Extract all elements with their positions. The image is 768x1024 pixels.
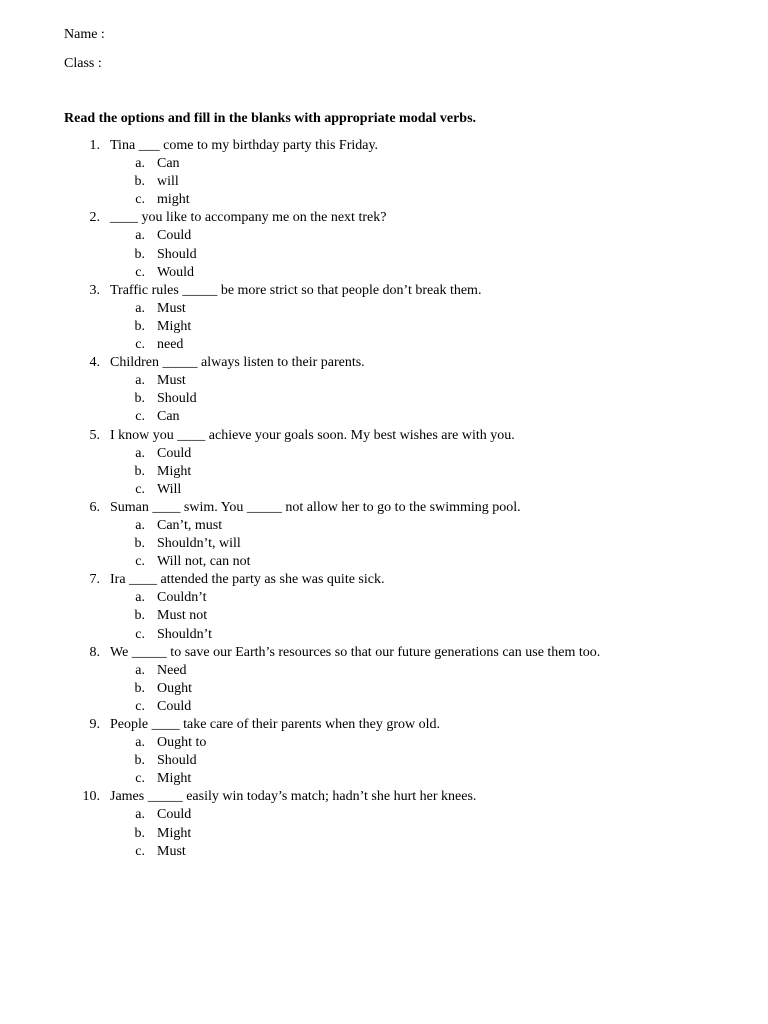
question-number: 4. (89, 355, 100, 371)
question-item (0, 427, 768, 445)
answer-option (0, 390, 768, 408)
option-text: Could (157, 445, 192, 461)
answer-option (0, 155, 768, 173)
option-text: Might (157, 318, 192, 334)
answer-option (0, 336, 768, 354)
question-item (0, 354, 768, 372)
question-item (0, 716, 768, 734)
question-number: 2. (89, 210, 100, 226)
question-item (0, 282, 768, 300)
question-text: Ira ____ attended the party as she was quite sick. (110, 572, 385, 588)
option-letter: a. (135, 590, 145, 606)
question-number: 3. (89, 282, 100, 298)
option-text: Must (157, 843, 186, 859)
question-text: James _____ easily win today’s match; hadn’t she hurt her knees. (110, 789, 477, 805)
question-text: People ____ take care of their parents when they grow old. (110, 717, 441, 732)
option-text: Ought to (157, 735, 207, 751)
option-text: Would (157, 264, 194, 280)
option-text: Must (157, 300, 186, 316)
answer-option (0, 227, 768, 245)
answer-option (0, 173, 768, 191)
question-number: 5. (89, 427, 100, 443)
question-text: ____ you like to accompany me on the next trek? (110, 210, 387, 226)
answer-option (0, 300, 768, 318)
answer-option (0, 264, 768, 282)
class-field-label: Class : (64, 56, 102, 71)
option-text: Ought (157, 680, 192, 696)
answer-option (0, 752, 768, 770)
option-letter: c. (135, 843, 145, 859)
answer-option (0, 843, 768, 861)
option-text: Shouldn’t, will (157, 536, 241, 552)
option-letter: a. (135, 517, 145, 533)
answer-option (0, 191, 768, 209)
answer-option (0, 825, 768, 843)
option-text: Might (157, 463, 192, 479)
question-text: We _____ to save our Earth’s resources so that our future generations can use them too. (110, 644, 601, 660)
answer-option (0, 770, 768, 788)
question-text: Traffic rules _____ be more strict so that people don’t break them. (110, 282, 482, 298)
question-item (0, 644, 768, 662)
question-number: 10. (82, 789, 100, 805)
answer-option (0, 372, 768, 390)
name-field-label: Name : (64, 27, 105, 42)
option-text: Can (157, 156, 180, 172)
question-text: Tina ___ come to my birthday party this Friday. (110, 138, 379, 153)
option-text: Can’t, must (157, 517, 223, 533)
option-letter: b. (134, 608, 145, 624)
option-letter: b. (134, 680, 145, 696)
option-letter: b. (134, 174, 145, 190)
instructions-heading: Read the options and fill in the blanks with appropriate modal verbs. (64, 111, 477, 126)
option-text: Must (157, 373, 186, 389)
question-text: Suman ____ swim. You _____ not allow her to go to the swimming pool. (110, 499, 521, 515)
option-letter: b. (134, 536, 145, 552)
answer-option (0, 589, 768, 607)
question-text: I know you ____ achieve your goals soon. My best wishes are with you. (110, 427, 515, 443)
option-letter: a. (135, 662, 145, 678)
option-text: Could (157, 228, 192, 244)
option-letter: a. (135, 807, 145, 823)
answer-option (0, 806, 768, 824)
option-letter: c. (135, 409, 145, 425)
option-letter: c. (135, 337, 145, 353)
question-list (0, 137, 768, 861)
option-text: Might (157, 771, 192, 787)
question-item (0, 209, 768, 227)
option-letter: a. (135, 156, 145, 172)
answer-option (0, 445, 768, 463)
option-letter: c. (135, 698, 145, 714)
option-text: Couldn’t (157, 590, 207, 606)
option-letter: c. (135, 481, 145, 497)
option-letter: c. (135, 771, 145, 787)
option-text: Need (157, 662, 187, 678)
question-number: 7. (89, 572, 100, 588)
option-letter: b. (134, 246, 145, 262)
answer-option (0, 680, 768, 698)
answer-option (0, 408, 768, 426)
answer-option (0, 662, 768, 680)
option-letter: a. (135, 373, 145, 389)
question-number: 8. (89, 644, 100, 660)
option-text: Should (157, 246, 197, 262)
question-item (0, 571, 768, 589)
option-text: will (157, 174, 179, 190)
question-item (0, 137, 768, 155)
question-number: 1. (89, 138, 100, 153)
option-text: Should (157, 391, 197, 407)
option-letter: a. (135, 300, 145, 316)
question-text: Children _____ always listen to their parents. (110, 355, 365, 371)
answer-option (0, 463, 768, 481)
option-text: Will not, can not (157, 554, 251, 570)
option-text: need (157, 337, 184, 353)
option-text: Can (157, 409, 180, 425)
option-text: Might (157, 825, 192, 841)
option-letter: c. (135, 192, 145, 208)
answer-option (0, 607, 768, 625)
answer-option (0, 246, 768, 264)
answer-option (0, 535, 768, 553)
option-letter: a. (135, 735, 145, 751)
option-letter: b. (134, 318, 145, 334)
option-text: might (157, 192, 190, 208)
option-text: Could (157, 807, 192, 823)
question-number: 6. (89, 499, 100, 515)
answer-option (0, 553, 768, 571)
option-text: Should (157, 753, 197, 769)
option-letter: c. (135, 264, 145, 280)
answer-option (0, 481, 768, 499)
option-text: Shouldn’t (157, 626, 212, 642)
question-item (0, 788, 768, 806)
option-letter: c. (135, 554, 145, 570)
option-letter: c. (135, 626, 145, 642)
option-letter: b. (134, 753, 145, 769)
option-text: Will (157, 481, 182, 497)
option-letter: b. (134, 391, 145, 407)
option-text: Must not (157, 608, 208, 624)
question-item (0, 499, 768, 517)
option-letter: b. (134, 825, 145, 841)
answer-option (0, 517, 768, 535)
answer-option (0, 626, 768, 644)
answer-option (0, 698, 768, 716)
option-letter: a. (135, 445, 145, 461)
answer-option (0, 734, 768, 752)
option-letter: a. (135, 228, 145, 244)
answer-option (0, 318, 768, 336)
question-number: 9. (89, 717, 100, 732)
option-letter: b. (134, 463, 145, 479)
option-text: Could (157, 698, 192, 714)
